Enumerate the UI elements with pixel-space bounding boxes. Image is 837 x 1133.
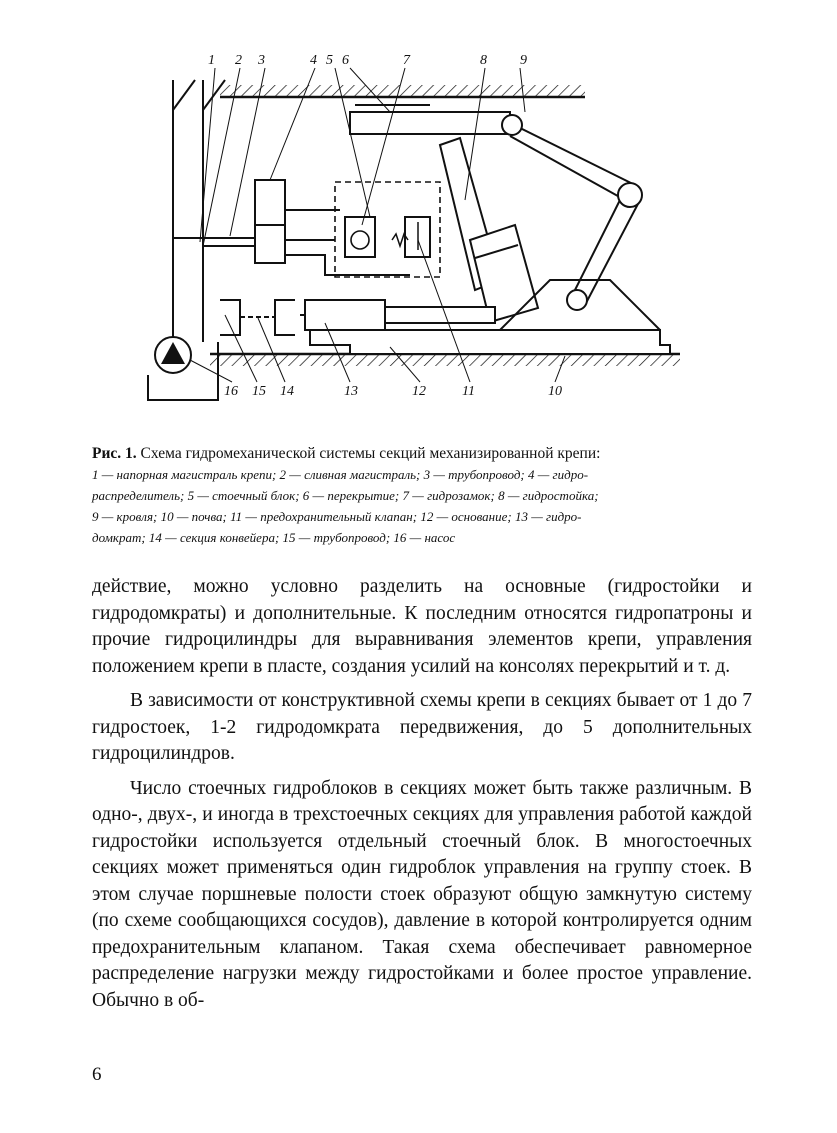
body-paragraph: действие, можно условно разделить на основные (гидростойки и гидродомкраты) и дополнительные. К последним относятся гидропатроны и прочие гидроцилиндры для выравнивания элементов крепи, управления положением крепи в пласте, создания усилий на консолях перекрытий и т. д. [92, 576, 752, 677]
caption-title: Схема гидромеханической системы секций механизированной крепи: [140, 445, 601, 462]
pump-symbol [155, 337, 191, 373]
callout-3: 3 [258, 53, 265, 68]
callout-11: 11 [462, 384, 475, 399]
body-paragraph: В зависимости от конструктивной схемы крепи в секциях бывает от 1 до 7 гидростоек, 1-2 гидродомкрата передвижения, до 5 дополнительных гидроцилиндров. [92, 690, 752, 764]
hydraulic-leg [440, 138, 538, 322]
callout-7: 7 [403, 53, 410, 68]
hydraulic-scheme-figure [140, 50, 700, 420]
caption-heading [92, 444, 752, 464]
conveyor-section [220, 300, 295, 335]
hydraulic-distributor [255, 180, 410, 275]
caption-label: Рис. 1. [92, 445, 137, 462]
callout-5: 5 [326, 53, 333, 68]
figure-caption [92, 444, 752, 548]
advancing-jack [300, 300, 495, 330]
body-paragraph: Число стоечных гидроблоков в секциях может быть также различным. В одно-, двух-, и иногда в трехстоечных секциях для управления работой каждой гидростойки используется отдельный стоечный блок. В многостоечных секциях может применяться один гидроблок управления на группу стоек. В этом случае поршневые полости стоек образуют общую замкнутую систему (по схеме сообщающихся сосудов), давление в которой контролируется одним предохранительным клапаном. Такая схема обеспечивает равномерное распределение нагрузки между гидростойками и более простое управление. Обычно в об- [92, 777, 752, 1011]
rear-linkage [567, 183, 642, 310]
caption-legend-line: распределитель; 5 — стоечный блок; 6 — перекрытие; 7 — гидрозамок; 8 — гидростойка; [92, 488, 599, 503]
roof-hatched-line [220, 85, 585, 97]
callout-10: 10 [548, 384, 562, 399]
floor-hatched-line [210, 354, 680, 366]
callout-16: 16 [224, 384, 238, 399]
callout-15: 15 [252, 384, 266, 399]
callout-1: 1 [208, 53, 215, 68]
callout-2: 2 [235, 53, 242, 68]
callout-4: 4 [310, 53, 317, 68]
hydraulic-scheme-drawing [140, 50, 700, 420]
callout-6: 6 [342, 53, 349, 68]
caption-legend-line: 1 — напорная магистраль крепи; 2 — сливная магистраль; 3 — трубопровод; 4 — гидро- [92, 467, 589, 482]
caption-legend-line: домкрат; 14 — секция конвейера; 15 — трубопровод; 16 — насос [92, 530, 456, 545]
callout-14: 14 [280, 384, 294, 399]
canopy-beam [350, 105, 635, 200]
caption-legend-line: 9 — кровля; 10 — почва; 11 — предохранительный клапан; 12 — основание; 13 — гидро- [92, 509, 582, 524]
callout-8: 8 [480, 53, 487, 68]
callout-13: 13 [344, 384, 358, 399]
callout-12: 12 [412, 384, 426, 399]
page-number: 6 [92, 1064, 102, 1085]
body-text [92, 574, 752, 1022]
rack-block-dashed [335, 182, 440, 277]
callout-9: 9 [520, 53, 527, 68]
